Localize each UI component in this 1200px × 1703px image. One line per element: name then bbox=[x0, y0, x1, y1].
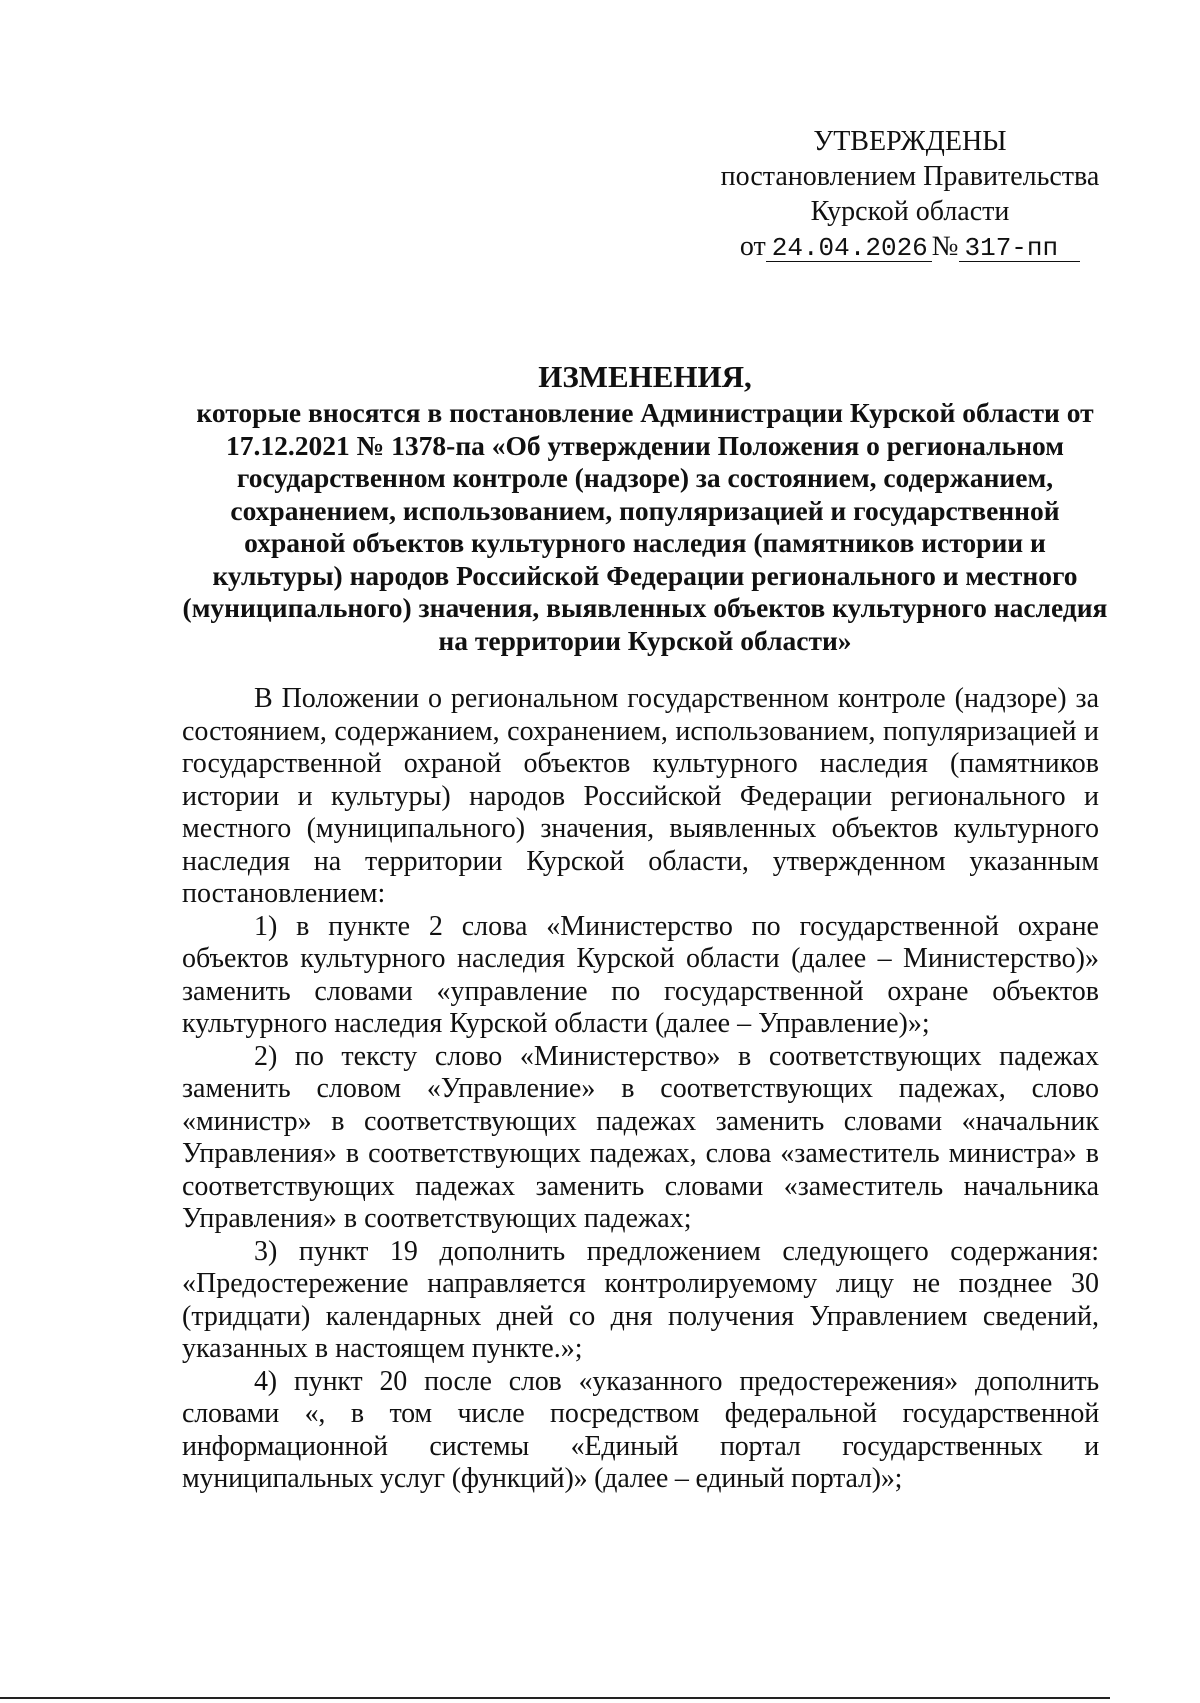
document-body bbox=[182, 683, 1099, 1496]
document-heading bbox=[182, 359, 1108, 657]
approval-number: 317-пп bbox=[959, 235, 1081, 262]
document-title: ИЗМЕНЕНИЯ, bbox=[538, 359, 752, 394]
scan-edge-line bbox=[0, 1697, 1110, 1699]
approval-number-sign: № bbox=[931, 231, 959, 262]
approval-date-prefix: от bbox=[739, 231, 766, 262]
approval-date-line bbox=[700, 229, 1120, 264]
approval-region: Курской области bbox=[810, 196, 1010, 227]
intro-paragraph: В Положении о региональном государственном контроле (надзоре) за состоянием, содержанием, сохранением, использованием, популяризацией и государственной охраной объектов культурного наследия (памятников истории и культуры) народов Российской Федерации регионального и местного (муниципального) значения, выявленных объектов культурного наследия на территории Курской области, утвержденном указанным постановлением: bbox=[182, 683, 1099, 909]
item-2-paragraph: 2) по тексту слово «Министерство» в соответствующих падежах заменить словом «Управление» в соответствующих падежах, слово «министр» в соответствующих падежах заменить словами «начальник Управления» в соответствующих падежах, слова «заместитель министра» в соответствующих падежах заменить словами «заместитель начальника Управления» в соответствующих падежах; bbox=[182, 1040, 1099, 1234]
item-4-paragraph: 4) пункт 20 после слов «указанного предостережения» дополнить словами «, в том числе посредством федеральной государственной информационной системы «Единый портал государственных и муниципальных услуг (функций)» (далее – единый портал)»; bbox=[182, 1365, 1099, 1494]
approval-stamp bbox=[700, 124, 1120, 264]
item-1-paragraph: 1) в пункте 2 слова «Министерство по государственной охране объектов культурного наследия Курской области (далее – Министерство)» заменить словами «управление по государственной охране объектов культурного наследия Курской области (далее – Управление)»; bbox=[182, 910, 1099, 1039]
approval-date: 24.04.2026 bbox=[766, 235, 932, 262]
approval-authority: постановлением Правительства bbox=[720, 161, 1100, 192]
approval-title: УТВЕРЖДЕНЫ bbox=[813, 126, 1007, 157]
item-3-paragraph: 3) пункт 19 дополнить предложением следующего содержания: «Предостережение направляется контролируемому лицу не позднее 30 (тридцати) календарных дней со дня получения Управлением сведений, указанных в настоящем пункте.»; bbox=[182, 1235, 1099, 1364]
document-subtitle: которые вносятся в постановление Администрации Курской области от 17.12.2021 № 1378-па «Об утверждении Положения о региональном государственном контроле (надзоре) за состоянием, содержанием, сохранением, использованием, популяризацией и государственной охраной объектов культурного наследия (памятников истории и культуры) народов Российской Федерации регионального и местного (муниципального) значения, выявленных объектов культурного наследия на территории Курской области» bbox=[182, 397, 1108, 656]
